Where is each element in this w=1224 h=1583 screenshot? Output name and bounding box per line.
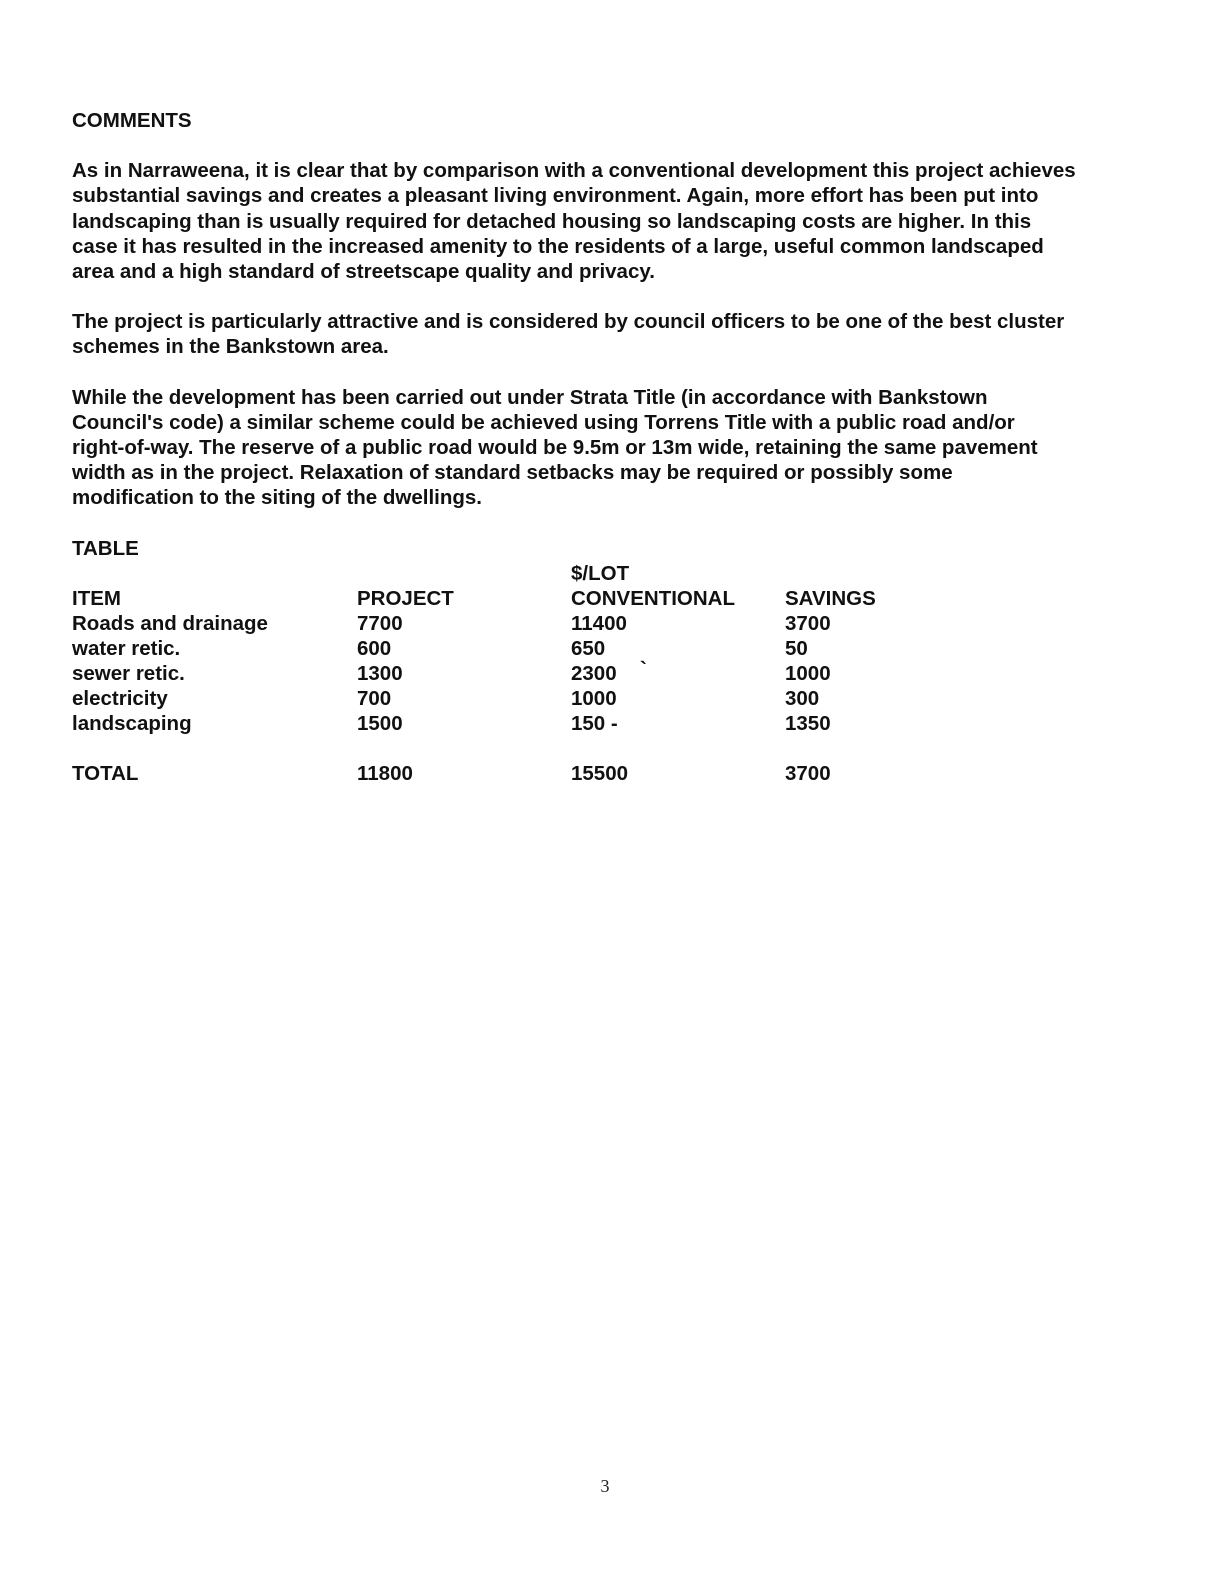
table-cell-project: 1300 <box>357 661 403 685</box>
table-title: TABLE <box>72 536 139 560</box>
cost-table <box>72 561 1162 821</box>
table-cell-savings: 1000 <box>785 661 831 685</box>
table-cell-conventional: 150 - <box>571 711 618 735</box>
table-cell-savings: 300 <box>785 686 820 710</box>
table-cell-savings: 1350 <box>785 711 831 735</box>
total-conventional: 15500 <box>571 761 629 785</box>
table-cell-item: electricity <box>72 686 168 710</box>
total-project: 11800 <box>357 761 413 785</box>
table-cell-conventional: 1000 <box>571 686 617 710</box>
table-cell-project: 1500 <box>357 711 403 735</box>
table-unit-label: $/LOT <box>571 561 630 585</box>
table-cell-conventional: 2300 <box>571 661 617 685</box>
total-savings: 3700 <box>785 761 831 785</box>
stray-mark: ` <box>640 657 647 681</box>
total-label: TOTAL <box>72 761 139 785</box>
column-header-savings: SAVINGS <box>785 586 876 610</box>
table-cell-item: water retic. <box>72 636 181 660</box>
column-header-conventional: CONVENTIONAL <box>571 586 735 610</box>
section-heading: COMMENTS <box>72 109 192 132</box>
table-cell-item: landscaping <box>72 711 192 735</box>
column-header-project: PROJECT <box>357 586 454 610</box>
table-cell-project: 7700 <box>357 611 403 635</box>
column-header-item: ITEM <box>72 586 121 610</box>
paragraph-strata-title: While the development has been carried out under Strata Title (in accordance with Bankstown Council's code) a similar scheme could be achieved using Torrens Title with a public road and/or right-of-way. The reserve of a public road would be 9.5m or 13m wide, retaining the same pavement width as in the project. Relaxation of standard setbacks may be required or possibly some modification to the siting of the dwellings. <box>72 385 1038 510</box>
paragraph-comparison: As in Narraweena, it is clear that by comparison with a conventional development this project achieves substantial savings and creates a pleasant living environment. Again, more effort has been put into landscaping than is usually required for detached housing so landscaping costs are higher. In this case it has resulted in the increased amenity to the residents of a large, useful common landscaped area and a high standard of streetscape quality and privacy. <box>72 159 1076 284</box>
table-cell-item: Roads and drainage <box>72 611 268 635</box>
page-number: 3 <box>600 1476 610 1496</box>
document-page <box>72 108 1162 821</box>
table-cell-savings: 50 <box>785 636 808 660</box>
table-cell-project: 700 <box>357 686 392 710</box>
table-cell-conventional: 650 <box>571 636 606 660</box>
table-cell-item: sewer retic. <box>72 661 185 685</box>
paragraph-attractive: The project is particularly attractive and is considered by council officers to be one of the best cluster schemes in the Bankstown area. <box>72 310 1065 359</box>
table-cell-savings: 3700 <box>785 611 831 635</box>
table-cell-project: 600 <box>357 636 392 660</box>
table-cell-conventional: 11400 <box>571 611 627 635</box>
